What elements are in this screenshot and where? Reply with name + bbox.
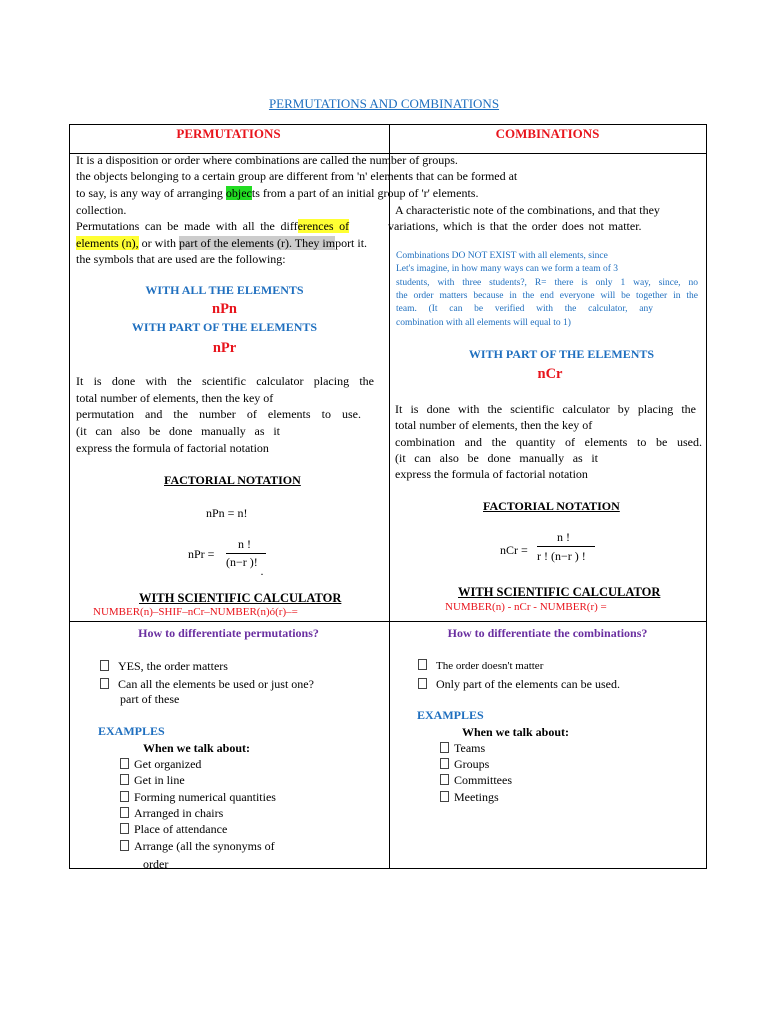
checkbox-icon: [120, 774, 129, 785]
perm-differentiate-heading: How to differentiate permutations?: [138, 626, 319, 640]
perm-scientific-formula: NUMBER(n)–SHIF–nCr–NUMBER(n)ó(r)–=: [93, 606, 298, 618]
comb-calc-text: combination and the quantity of elements to be used.: [395, 435, 702, 449]
comb-fraction-line: [537, 546, 595, 547]
perm-calc-text: permutation and the number of elements to use.: [76, 407, 361, 421]
perm-part-elements-heading: WITH PART OF THE ELEMENTS: [131, 320, 318, 334]
perm-all-elements-heading: WITH ALL THE ELEMENTS: [145, 283, 304, 297]
checkbox-icon: [120, 823, 129, 834]
comb-examples-heading: EXAMPLES: [417, 708, 484, 722]
perm-text-line: the symbols that are used are the following:: [76, 252, 286, 266]
checkbox-icon: [120, 807, 129, 818]
comb-text-line: variations, which is that the order does not matter.: [388, 219, 642, 233]
comb-example-item: Groups: [440, 756, 489, 772]
checkbox-icon: [100, 660, 109, 671]
comb-note-line: team. (It can be verified with the calculator, any: [396, 304, 653, 314]
comb-part-elements-heading: WITH PART OF THE ELEMENTS: [468, 347, 655, 361]
perm-example-item: Arrange (all the synonyms of: [120, 838, 275, 854]
comb-when-label: When we talk about:: [462, 725, 570, 739]
checkbox-icon: [440, 791, 449, 802]
column-divider: [389, 125, 390, 868]
perm-bullet: Can all the elements be used or just one?: [100, 676, 314, 692]
comb-example-item: Teams: [440, 740, 485, 756]
comb-bullet: Only part of the elements can be used.: [418, 676, 620, 692]
checkbox-icon: [100, 678, 109, 689]
perm-text-line: It is a disposition or order where combinations are called the number of groups.: [76, 153, 458, 167]
perm-text-line: collection.: [76, 203, 127, 217]
perm-example-item: Forming numerical quantities: [120, 789, 276, 805]
page-title: PERMUTATIONS AND COMBINATIONS: [268, 96, 500, 111]
comb-note-line: the order matters because in the end everyone will be together in the: [396, 291, 698, 301]
checkbox-icon: [440, 758, 449, 769]
comb-formula-denominator: r ! (n−r ) !: [537, 549, 586, 563]
perm-formula-numerator: n !: [238, 537, 251, 551]
perm-example-item: Get in line: [120, 772, 185, 788]
checkbox-icon: [418, 659, 427, 670]
perm-example-item: Arranged in chairs: [120, 805, 223, 821]
perm-calc-text: It is done with the scientific calculator placing the: [76, 374, 374, 388]
perm-calc-text: total number of elements, then the key of: [76, 391, 274, 405]
perm-formula-denominator: (n−r )!: [226, 555, 258, 569]
comb-scientific-formula: NUMBER(n) - nCr - NUMBER(r) =: [445, 601, 607, 613]
checkbox-icon: [440, 774, 449, 785]
perm-calc-text: (it can also be done manually as it: [76, 424, 280, 438]
perm-formula-npn: nPn = n!: [206, 506, 248, 520]
perm-examples-heading: EXAMPLES: [98, 724, 165, 738]
comb-calc-text: It is done with the scientific calculator by placing the: [395, 402, 696, 416]
perm-fraction-line: [226, 553, 266, 554]
checkbox-icon: [440, 742, 449, 753]
perm-formula-npr-lhs: nPr =: [188, 547, 215, 561]
perm-formula-dot: ·: [260, 567, 264, 581]
perm-factorial-heading: FACTORIAL NOTATION: [164, 473, 301, 487]
comb-factorial-heading: FACTORIAL NOTATION: [483, 499, 620, 513]
perm-text-line: elements (n), or with part of the elements (r). They import it.: [76, 236, 368, 250]
perm-when-label: When we talk about:: [143, 741, 251, 755]
perm-example-item-cont: order: [143, 857, 169, 871]
checkbox-icon: [120, 840, 129, 851]
perm-example-item: Place of attendance: [120, 821, 227, 837]
comb-example-item: Committees: [440, 772, 512, 788]
comb-example-item: Meetings: [440, 789, 499, 805]
perm-npn-symbol: nPn: [212, 301, 237, 317]
perm-calc-text: express the formula of factorial notation: [76, 441, 269, 455]
comb-note-line: combination with all elements will equal to 1): [396, 318, 571, 328]
perm-text-line: Permutations can be made with all the differences of: [76, 219, 350, 233]
comb-calc-text: express the formula of factorial notation: [395, 467, 588, 481]
section-divider: [70, 621, 706, 622]
permutations-header: PERMUTATIONS: [176, 126, 281, 141]
comb-note-line: students, with three students?, R= there is only 1 way, since, no: [396, 278, 698, 288]
comb-calc-text: total number of elements, then the key of: [395, 418, 593, 432]
comb-bullet: The order doesn't matter: [418, 658, 543, 674]
comb-note-line: Let's imagine, in how many ways can we form a team of 3: [396, 264, 618, 274]
comb-text-line: A characteristic note of the combinations, and that they: [395, 203, 660, 217]
comb-scientific-heading: WITH SCIENTIFIC CALCULATOR: [458, 585, 661, 599]
comb-ncr-symbol: nCr: [537, 366, 563, 382]
perm-text-line: to say, is any way of arranging objects from a part of an initial group of 'r' elements.: [76, 186, 479, 200]
perm-npr-symbol: nPr: [212, 340, 237, 356]
checkbox-icon: [120, 791, 129, 802]
perm-example-item: Get organized: [120, 756, 201, 772]
combinations-header: COMBINATIONS: [495, 126, 600, 141]
comb-differentiate-heading: How to differentiate the combinations?: [447, 626, 648, 640]
perm-text-line: the objects belonging to a certain group are different from 'n' elements that can be formed at: [76, 169, 518, 183]
checkbox-icon: [418, 678, 427, 689]
perm-bullet: YES, the order matters: [100, 658, 228, 674]
comb-formula-lhs: nCr =: [500, 543, 528, 557]
perm-scientific-heading: WITH SCIENTIFIC CALCULATOR: [139, 591, 342, 605]
comb-calc-text: (it can also be done manually as it: [395, 451, 598, 465]
checkbox-icon: [120, 758, 129, 769]
comb-note-line: Combinations DO NOT EXIST with all elements, since: [396, 251, 608, 261]
perm-bullet-cont: part of these: [120, 692, 180, 706]
comb-formula-numerator: n !: [557, 530, 570, 544]
